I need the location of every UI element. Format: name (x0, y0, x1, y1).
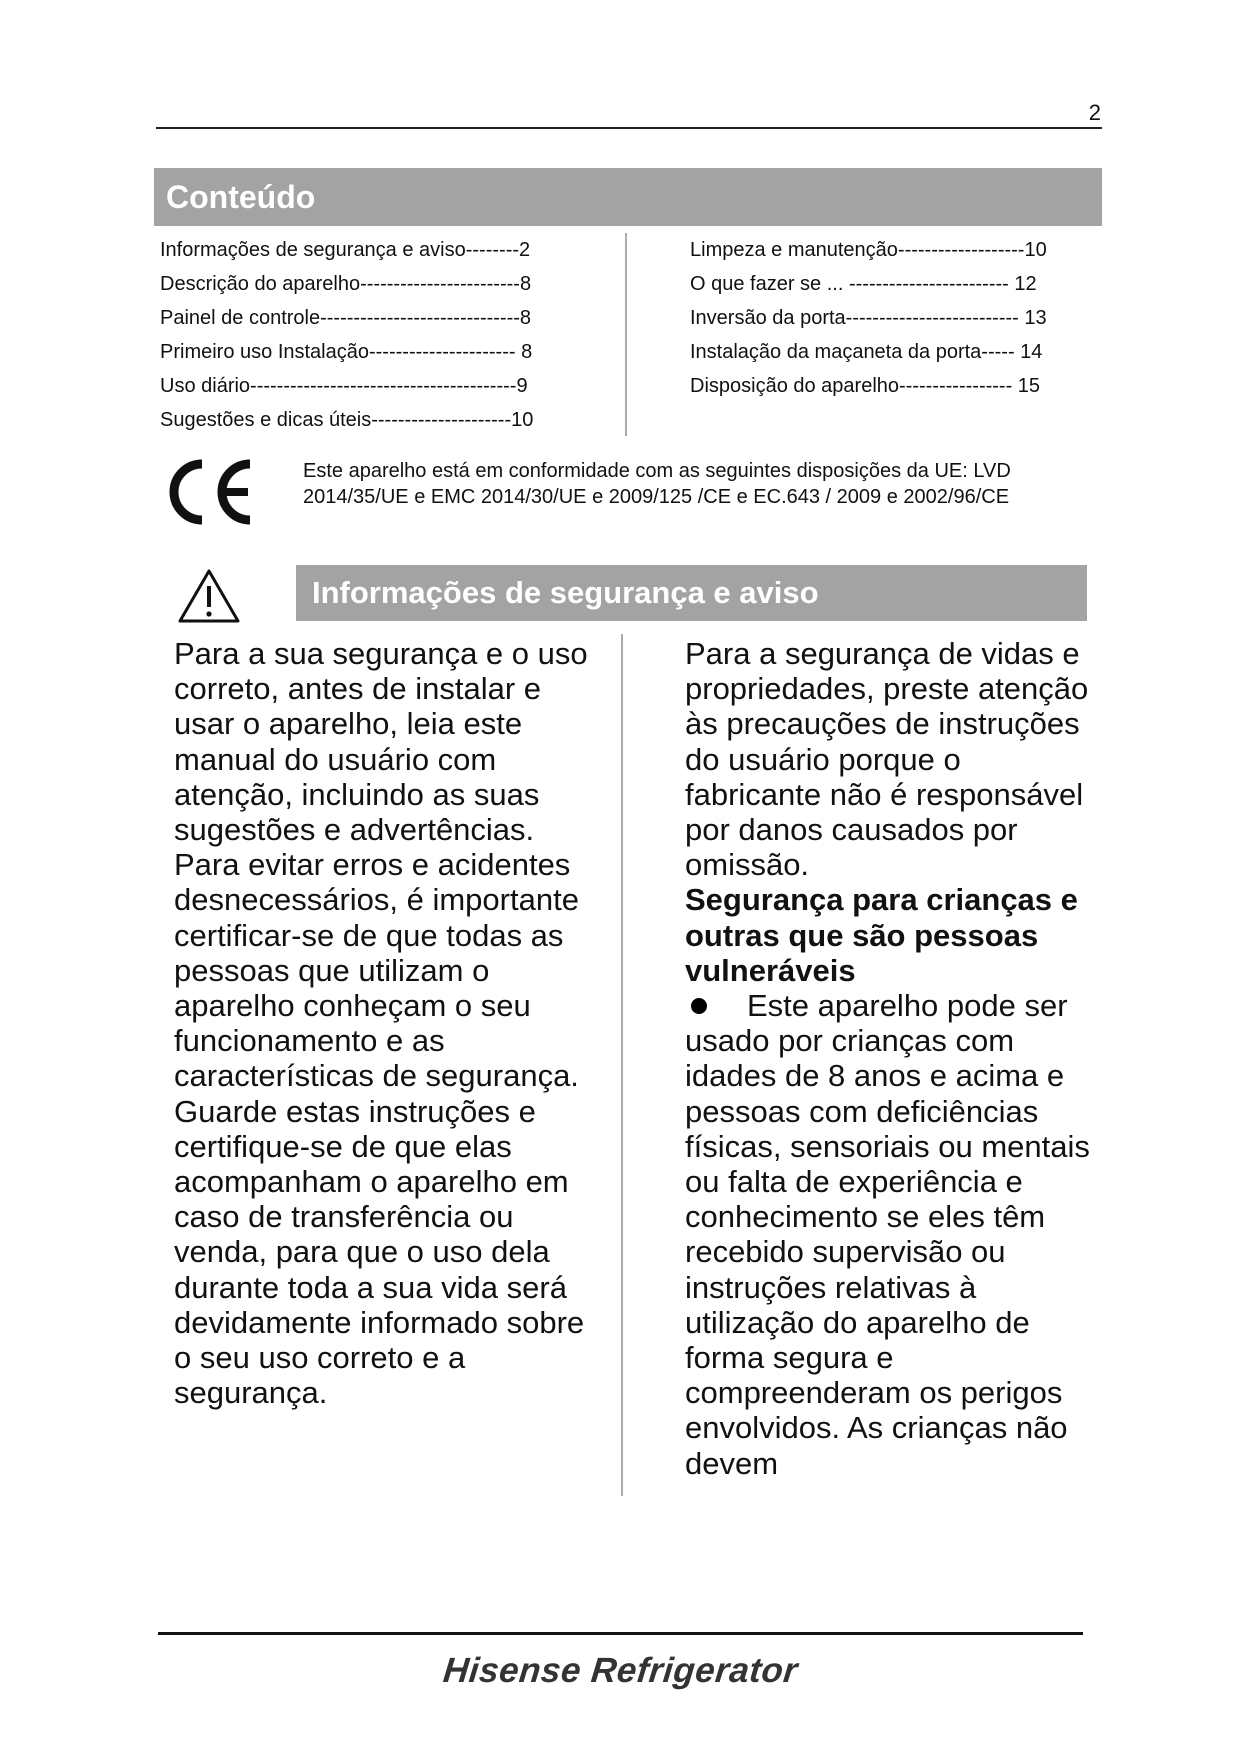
column-divider (621, 634, 623, 1496)
children-safety-subheading: Segurança para crianças e outras que são pessoas vulneráveis (685, 882, 1078, 988)
toc-item[interactable]: Descrição do aparelho------------------------8 (160, 273, 532, 295)
responsibility-paragraph: Para a segurança de vidas e propriedades, preste atenção às precauções de instruções do usuário porque o fabricante não é responsável por danos causados por omissão. (685, 636, 1089, 883)
toc-item[interactable]: Sugestões e dicas úteis---------------------10 (160, 409, 534, 431)
bullet-text: Este aparelho pode ser usado por crianças com idades de 8 anos e acima e pessoas com deficiências físicas, sensoriais ou mentais ou falta de experiência e conhecimento se eles têm recebido supervisão ou instruções relativas à utilização do aparelho de forma segura e compreenderam os perigos envolvidos. As crianças não devem (685, 988, 1090, 1481)
conformity-statement: Este aparelho está em conformidade com as seguintes disposições da UE: LVD 2014/35/UE e EMC 2014/30/UE e 2009/125 /CE e EC.643 / 2009 e 2002/96/CE (303, 460, 1011, 508)
toc-item[interactable]: Instalação da maçaneta da porta----- 14 (690, 341, 1043, 363)
bullet-icon (691, 998, 707, 1014)
safety-right-column (685, 636, 1105, 1481)
ce-mark-icon (162, 456, 258, 528)
safety-section-header: Informações de segurança e aviso (296, 565, 1087, 621)
page-number: 2 (1088, 100, 1101, 125)
warning-icon (176, 567, 242, 625)
toc-item[interactable]: Informações de segurança e aviso--------2 (160, 239, 531, 261)
contents-header: Conteúdo (154, 168, 1102, 226)
toc-divider (625, 233, 627, 436)
safety-left-column (174, 636, 604, 1410)
top-divider (156, 127, 1102, 129)
toc-item[interactable]: Inversão da porta-------------------------- 13 (690, 307, 1047, 329)
brand-footer: Hisense Refrigerator (441, 1651, 800, 1690)
toc-item[interactable]: Limpeza e manutenção-------------------10 (690, 239, 1047, 261)
toc-item[interactable]: O que fazer se ... ------------------------ 12 (690, 273, 1037, 295)
safety-intro-paragraph: Para a sua segurança e o uso correto, antes de instalar e usar o aparelho, leia este manual do usuário com atenção, incluindo as suas sugestões e advertências. Para evitar erros e acidentes desnecessários, é importante certificar-se de que todas as pessoas que utilizam o aparelho conheçam o seu funcionamento e as características de segurança. Guarde estas instruções e certifique-se de que elas acompanham o aparelho em caso de transferência ou venda, para que o uso dela durante toda a sua vida será devidamente informado sobre o seu uso correto e a segurança. (174, 636, 588, 1411)
bullet-paragraph (685, 988, 1105, 1481)
toc-item[interactable]: Disposição do aparelho----------------- 15 (690, 375, 1041, 397)
footer-divider (158, 1632, 1083, 1635)
toc-left-column (160, 233, 600, 437)
toc-item[interactable]: Primeiro uso Instalação---------------------- 8 (160, 341, 533, 363)
toc-item[interactable]: Painel de controle------------------------------8 (160, 307, 532, 329)
toc-item[interactable]: Uso diário----------------------------------------9 (160, 375, 528, 397)
toc-right-column (690, 233, 1100, 403)
